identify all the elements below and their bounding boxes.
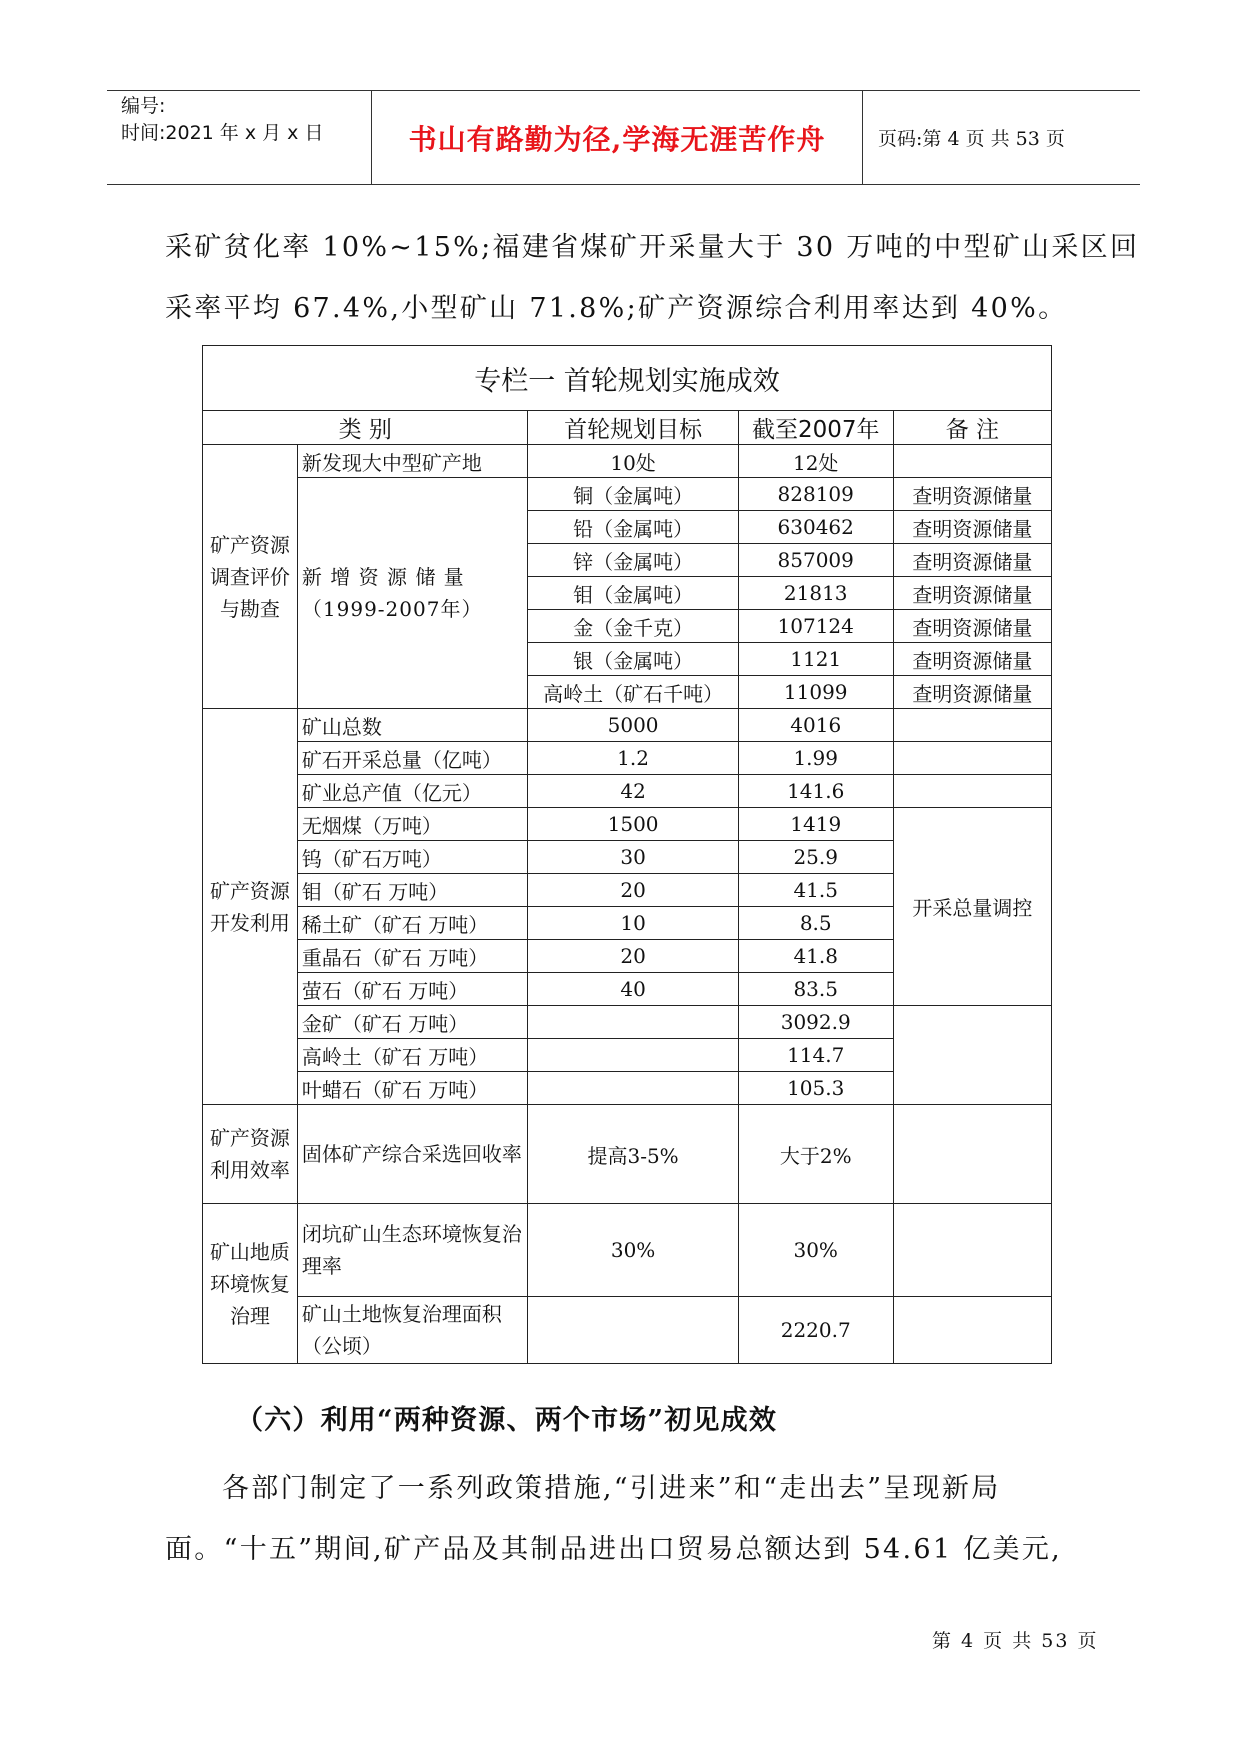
table-cell-target: 提高3-5% (528, 1105, 738, 1204)
table-cell-actual: 30% (738, 1204, 893, 1297)
table-cell-actual: 8.5 (738, 907, 893, 940)
table-title: 专栏一 首轮规划实施成效 (203, 346, 1052, 411)
table-cell-target: 1.2 (528, 742, 738, 775)
table-cell-actual: 41.5 (738, 874, 893, 907)
table-cell-actual: 2220.7 (738, 1297, 893, 1364)
table-cell-target: 30% (528, 1204, 738, 1297)
table-cell-target: 10 (528, 907, 738, 940)
table-cell-note: 查明资源储量 (893, 577, 1051, 610)
table-cell-actual: 大于2% (738, 1105, 893, 1204)
table-cell-item: 重晶石（矿石 万吨） (297, 940, 528, 973)
table-cell-note: 查明资源储量 (893, 511, 1051, 544)
table-cell-note (893, 445, 1051, 478)
table-cell-item: 高岭土（矿石 万吨） (297, 1039, 528, 1072)
category-geo-environment: 矿山地质环境恢复治理 (203, 1204, 298, 1364)
table-cell-item: 铜（金属吨） (528, 478, 738, 511)
table-cell-actual: 12处 (738, 445, 893, 478)
table-cell-actual: 141.6 (738, 775, 893, 808)
table-cell-actual: 107124 (738, 610, 893, 643)
table-cell-actual: 105.3 (738, 1072, 893, 1105)
table-cell-item: 金（金千克） (528, 610, 738, 643)
table-cell-actual: 11099 (738, 676, 893, 709)
header-page-number: 页码:第 4 页 共 53 页 (878, 128, 1065, 150)
table-cell-item: 铅（金属吨） (528, 511, 738, 544)
section-heading: （六）利用“两种资源、两个市场”初见成效 (236, 1405, 778, 1436)
document-time-label: 时间:2021 年 x 月 x 日 (121, 122, 324, 144)
planning-results-table (202, 345, 1052, 1364)
table-cell-target: 20 (528, 874, 738, 907)
table-cell-item: 叶蜡石（矿石 万吨） (297, 1072, 528, 1105)
table-cell-target: 5000 (528, 709, 738, 742)
table-cell-actual: 1419 (738, 808, 893, 841)
header-motto-cell (371, 91, 863, 184)
table-cell-actual: 25.9 (738, 841, 893, 874)
table-cell-target: 20 (528, 940, 738, 973)
new-reserves-label: 新 增 资 源 储 量（1999-2007年） (297, 478, 528, 709)
table-cell-note (893, 775, 1051, 808)
table-cell-target (528, 1039, 738, 1072)
category-survey-exploration: 矿产资源调查评价与勘查 (203, 445, 298, 709)
table-cell-item: 无烟煤（万吨） (297, 808, 528, 841)
table-cell-actual: 1121 (738, 643, 893, 676)
table-cell-note (893, 709, 1051, 742)
table-cell-item: 闭坑矿山生态环境恢复治理率 (297, 1204, 528, 1297)
header-category: 类 别 (203, 411, 528, 445)
table-cell-note: 查明资源储量 (893, 643, 1051, 676)
table-cell-note: 查明资源储量 (893, 544, 1051, 577)
table-cell-note (893, 1297, 1051, 1364)
table-cell-actual: 83.5 (738, 973, 893, 1006)
table-cell-item: 钼（金属吨） (528, 577, 738, 610)
table-cell-item: 新发现大中型矿产地 (297, 445, 528, 478)
table-cell-item: 矿山土地恢复治理面积（公顷） (297, 1297, 528, 1364)
table-cell-item: 银（金属吨） (528, 643, 738, 676)
table-cell-item: 萤石（矿石 万吨） (297, 973, 528, 1006)
table-cell-actual: 630462 (738, 511, 893, 544)
table-cell-actual: 1.99 (738, 742, 893, 775)
intro-line-1: 采矿贫化率 10%~15%;福建省煤矿开采量大于 30 万吨的中型矿山采区回 (165, 232, 1140, 263)
table-cell-note (893, 742, 1051, 775)
table-cell-item: 稀土矿（矿石 万吨） (297, 907, 528, 940)
header-meta (107, 91, 371, 184)
page-footer-number: 第 4 页 共 53 页 (932, 1630, 1099, 1652)
category-development-utilization: 矿产资源开发利用 (203, 709, 298, 1105)
header-target: 首轮规划目标 (528, 411, 738, 445)
table-cell-note (893, 1105, 1051, 1204)
header-note: 备 注 (893, 411, 1051, 445)
table-cell-note: 查明资源储量 (893, 478, 1051, 511)
table-cell-target (528, 1072, 738, 1105)
table-cell-target (528, 1297, 738, 1364)
table-cell-target: 10处 (528, 445, 738, 478)
page-header (107, 90, 1140, 185)
table-cell-note: 查明资源储量 (893, 610, 1051, 643)
table-cell-note (893, 1006, 1051, 1105)
table-cell-note (893, 1204, 1051, 1297)
intro-line-2: 采率平均 67.4%,小型矿山 71.8%;矿产资源综合利用率达到 40%。 (165, 293, 1068, 324)
table-cell-target (528, 1006, 738, 1039)
section-line-1: 各部门制定了一系列政策措施,“引进来”和“走出去”呈现新局 (222, 1473, 1001, 1504)
table-cell-actual: 21813 (738, 577, 893, 610)
table-cell-item: 固体矿产综合采选回收率 (297, 1105, 528, 1204)
table-cell-actual: 3092.9 (738, 1006, 893, 1039)
table-cell-item: 矿业总产值（亿元） (297, 775, 528, 808)
table-cell-item: 金矿（矿石 万吨） (297, 1006, 528, 1039)
table-cell-item: 钼（矿石 万吨） (297, 874, 528, 907)
table-cell-item: 矿山总数 (297, 709, 528, 742)
table-cell-target: 40 (528, 973, 738, 1006)
document-number-label: 编号: (121, 95, 166, 117)
header-actual: 截至2007年 (738, 411, 893, 445)
control-note: 开采总量调控 (893, 808, 1051, 1006)
category-utilization-efficiency: 矿产资源利用效率 (203, 1105, 298, 1204)
table-cell-target: 1500 (528, 808, 738, 841)
table-cell-actual: 4016 (738, 709, 893, 742)
table-cell-item: 锌（金属吨） (528, 544, 738, 577)
table-cell-target: 42 (528, 775, 738, 808)
table-cell-item: 矿石开采总量（亿吨） (297, 742, 528, 775)
table-cell-item: 钨（矿石万吨） (297, 841, 528, 874)
table-cell-target: 30 (528, 841, 738, 874)
table-cell-note: 查明资源储量 (893, 676, 1051, 709)
table-cell-item: 高岭土（矿石千吨） (528, 676, 738, 709)
table-cell-actual: 41.8 (738, 940, 893, 973)
motto-text: 书山有路勤为径,学海无涯苦作舟 (408, 122, 826, 156)
section-line-2: 面。“十五”期间,矿产品及其制品进出口贸易总额达到 54.61 亿美元, (165, 1534, 1063, 1565)
header-page-cell (862, 91, 1140, 184)
table-cell-actual: 857009 (738, 544, 893, 577)
table-cell-actual: 828109 (738, 478, 893, 511)
table-cell-actual: 114.7 (738, 1039, 893, 1072)
